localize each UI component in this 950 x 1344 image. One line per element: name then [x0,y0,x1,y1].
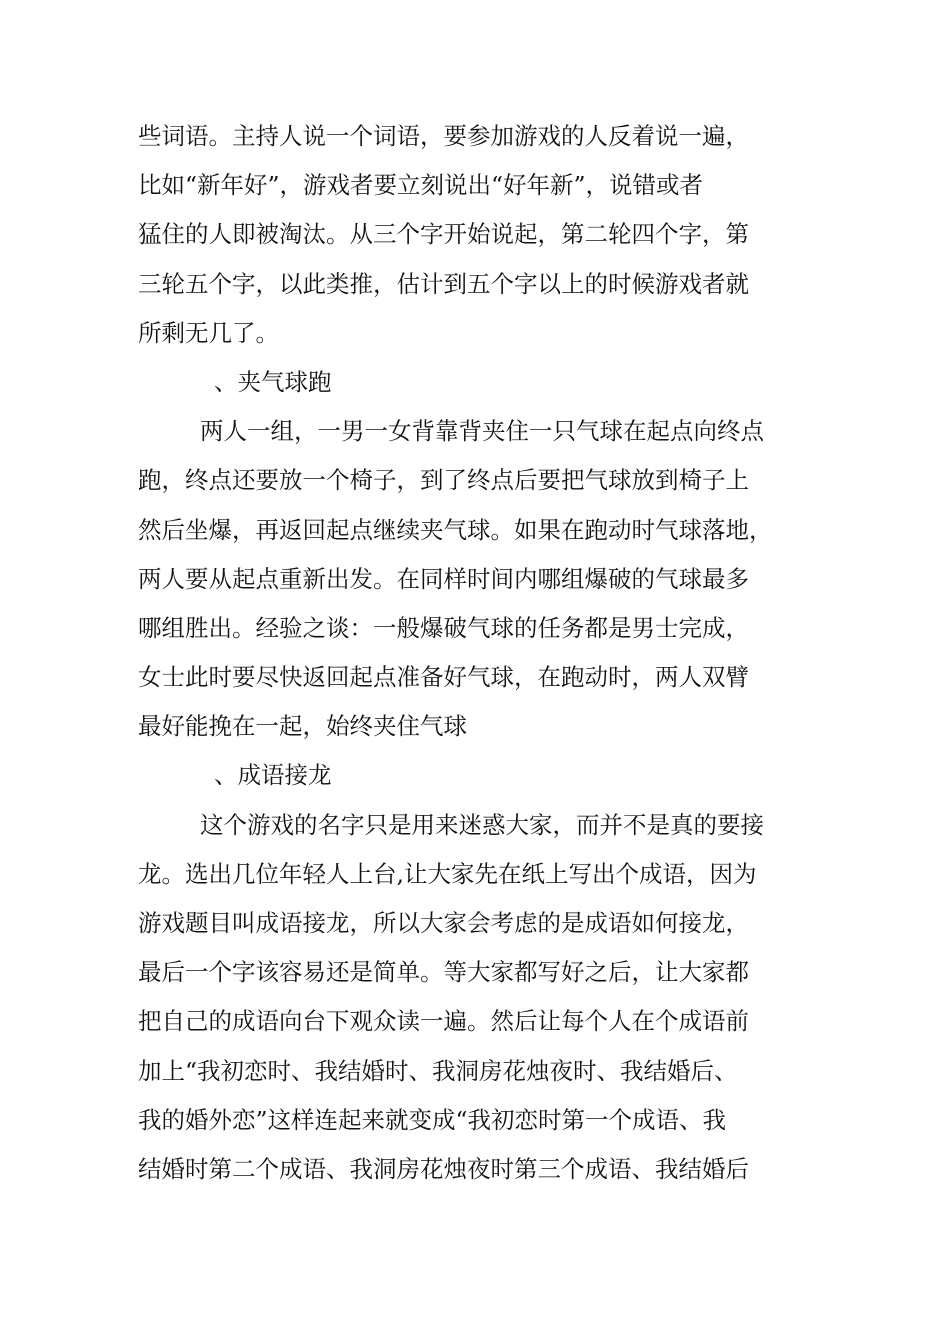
body-line: 三轮五个字，以此类推，估计到五个字以上的时候游戏者就 [138,269,749,298]
body-line: 所剩无几了。 [138,318,279,347]
body-line: 跑，终点还要放一个椅子，到了终点后要把气球放到椅子上 [138,466,749,495]
body-line: 最好能挽在一起，始终夹住气球 [138,712,467,741]
body-line: 猛住的人即被淘汰。从三个字开始说起，第二轮四个字，第 [138,220,749,249]
body-line: 游戏题目叫成语接龙，所以大家会考虑的是成语如何接龙， [138,909,749,937]
body-line: 两人要从起点重新出发。在同样时间内哪组爆破的气球最多 [138,564,749,593]
body-line: 些词语。主持人说一个词语，要参加游戏的人反着说一遍， [138,122,749,150]
body-line: 加上“我初恋时、我结婚时、我洞房花烛夜时、我结婚后、 [138,1056,738,1085]
body-line: 比如“新年好”，游戏者要立刻说出“好年新”，说错或者 [138,171,704,200]
paragraph-first-line: 这个游戏的名字只是用来迷惑大家，而并不是真的要接 [200,810,764,839]
section-heading: 、夹气球跑 [214,367,332,396]
body-line: 龙。选出几位年轻人上台,让大家先在纸上写出个成语，因为 [138,859,757,888]
section-heading: 、成语接龙 [214,761,332,790]
body-line: 最后一个字该容易还是简单。等大家都写好之后，让大家都 [138,958,749,987]
body-line: 结婚时第二个成语、我洞房花烛夜时第三个成语、我结婚后 [138,1154,749,1183]
body-line: 哪组胜出。经验之谈：一般爆破气球的任务都是男士完成， [138,613,749,642]
paragraph-first-line: 两人一组，一男一女背靠背夹住一只气球在起点向终点 [200,417,764,446]
body-line: 把自己的成语向台下观众读一遍。然后让每个人在个成语前 [138,1007,749,1036]
body-line: 然后坐爆，再返回起点继续夹气球。如果在跑动时气球落地， [138,515,773,544]
document-body [138,112,828,1194]
body-line: 我的婚外恋”这样连起来就变成“我初恋时第一个成语、我 [138,1105,727,1134]
body-line: 女士此时要尽快返回起点准备好气球，在跑动时，两人双臂 [138,663,749,692]
